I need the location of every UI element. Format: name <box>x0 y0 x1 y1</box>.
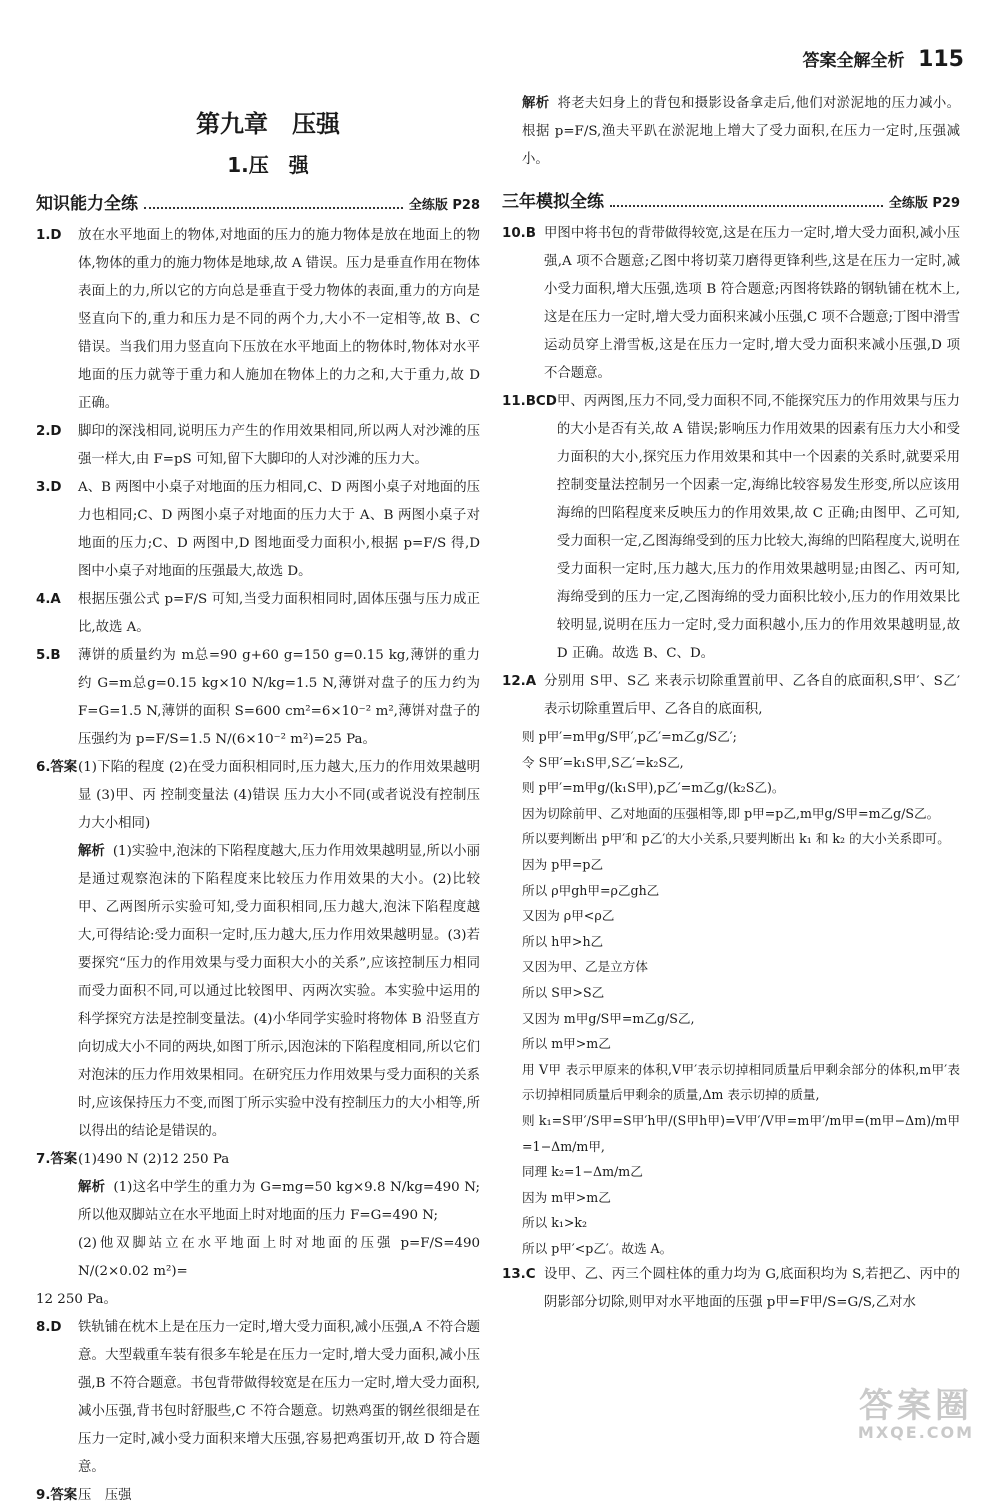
watermark-text: 答案圈 <box>859 1386 973 1426</box>
page-header <box>802 46 964 72</box>
question-2 <box>36 418 480 474</box>
analysis-7-part2: (2)他双脚站立在水平地面上时对地面的压强 p=F/S=490 N/(2×0.02 m²)= <box>78 1236 480 1279</box>
question-number: 5.B <box>36 648 61 663</box>
derivation-line: 用 V甲 表示甲原来的体积,V甲′表示切掉相同质量后甲剩余部分的体积,m甲′表示切掉相同质量后甲剩余的质量,Δm 表示切掉的质量, <box>522 1061 960 1103</box>
question-intro: 分别用 S甲、S乙 来表示切除重置前甲、乙各自的底面积,S甲′、S乙′表示切除重置后甲、乙各自的底面积, <box>544 674 960 717</box>
question-number: 7.答案 <box>36 1152 78 1167</box>
question-text: A、B 两图中小桌子对地面的压力相同,C、D 两图小桌子对地面的压力也相同;C、D 两图小桌子对地面的压力大于 A、B 两图小桌子对地面的压力;C、D 两图中,D 图地面受力面积小,根据 p=F/S 得,D 图中小桌子对地面的压强最大,故选 D。 <box>78 480 480 579</box>
question-text: 薄饼的质量约为 m总=90 g+60 g=150 g=0.15 kg,薄饼的重力约 G=m总g=0.15 kg×10 N/kg=1.5 N,薄饼对盘子的压力约为 F=G=1.5 N,薄饼的面积 S=600 cm²=6×10⁻² m²,薄饼对盘子的压强约为 p=F/S=1.5 N/(6×10⁻² m²)=25 Pa。 <box>78 648 480 747</box>
question-text: 根据压强公式 p=F/S 可知,当受力面积相同时,固体压强与压力成正比,故选 A。 <box>78 592 480 635</box>
derivation-line: 则 p甲′=m甲g/S甲′,p乙′=m乙g/S乙′; <box>522 729 737 744</box>
derivation-line: 所以 m甲>m乙 <box>522 1036 611 1052</box>
question-8 <box>36 1314 480 1482</box>
answer-text: (1)下陷的程度 (2)在受力面积相同时,压力越大,压力的作用效果越明显 (3)甲、丙 控制变量法 (4)错误 压力大小不同(或者说没有控制压力大小相同) <box>78 760 480 831</box>
question-number: 10.B <box>502 226 536 241</box>
lesson-title: 1.压 强 <box>227 153 309 177</box>
question-6 <box>36 754 480 838</box>
question-number: 2.D <box>36 424 62 439</box>
question-9 <box>36 1482 480 1510</box>
analysis-text: 将老夫妇身上的背包和摄影设备拿走后,他们对淤泥地的压力减小。根据 p=F/S,渔夫平趴在淤泥地上增大了受力面积,在压力一定时,压强减小。 <box>522 96 960 167</box>
derivation-line: 所以 ρ甲gh甲=ρ乙gh乙 <box>522 882 660 898</box>
question-text: 铁轨铺在枕木上是在压力一定时,增大受力面积,减小压强,A 不符合题意。大型载重车装有很多车轮是在压力一定时,增大受力面积,减小压强,B 不符合题意。书包背带做得较宽是在压力一定时,增大受力面积,减小压强,背书包时舒服些,C 不符合题意。切熟鸡蛋的钢丝很细是在压力一定时,减小受力面积来增大压强,容易把鸡蛋切开,故 D 符合题意。 <box>78 1320 480 1475</box>
chapter-title: 第九章 压强 <box>196 110 340 138</box>
analysis-label: 解析 <box>78 1180 106 1195</box>
analysis-continued <box>522 90 960 174</box>
question-4 <box>36 586 480 642</box>
question-1 <box>36 222 480 418</box>
question-text: 甲、丙两图,压力不同,受力面积不同,不能探究压力的作用效果与压力的大小是否有关,故 A 错误;影响压力作用效果的因素有压力大小和受力面积的大小,探究压力作用效果和其中一个因素的关系时,就要采用控制变量法控制另一个因素一定,海绵比较容易发生形变,所以应该用海绵的凹陷程度来反映压力的作用效果,故 C 正确;由图甲、乙可知,受力面积一定,乙图海绵受到的压力比较大,海绵的凹陷程度大,说明在受力面积一定时,压力越大,压力的作用效果越明显;由图乙、丙可知,海绵受到的压力一定,乙图海绵的受力面积比较小,压力的作用效果比较明显,说明在压力一定时,受力面积越小,压力的作用效果越明显,故 D 正确。故选 B、C、D。 <box>556 394 960 661</box>
derivation-line: 令 S甲′=k₁S甲,S乙′=k₂S乙, <box>522 754 684 770</box>
answer-text: (1)490 N (2)12 250 Pa <box>78 1152 230 1167</box>
derivation-line: 所以 h甲>h乙 <box>522 933 604 949</box>
answer-text: 压 压强 <box>78 1488 132 1503</box>
section-title: 知识能力全练 <box>36 194 138 214</box>
question-text: 脚印的深浅相同,说明压力产生的作用效果相同,所以两人对沙滩的压强一样大,由 F=pS 可知,留下大脚印的人对沙滩的压力大。 <box>78 424 480 467</box>
header-title: 答案全解全析 <box>802 51 905 71</box>
analysis-6 <box>78 838 480 1146</box>
question-12 <box>502 668 960 724</box>
derivation-line: 因为 p甲=p乙 <box>522 856 604 872</box>
derivation-line: 因为 m甲>m乙 <box>522 1189 611 1205</box>
section-header-mock <box>502 188 960 218</box>
question-number: 4.A <box>36 592 61 607</box>
page-number: 115 <box>918 47 964 72</box>
analysis-label: 解析 <box>522 96 550 111</box>
derivation-line: 则 p甲′=m甲g/(k₁S甲),p乙′=m乙g/(k₂S乙)。 <box>522 780 785 796</box>
derivation-line: 所以 p甲′<p乙′。故选 A。 <box>522 1240 673 1256</box>
question-text: 甲图中将书包的背带做得较宽,这是在压力一定时,增大受力面积,减小压强,A 项不合题意;乙图中将切菜刀磨得更锋利些,这是在压力一定时,减小受力面积,增大压强,选项 B 符合题意;丙图将铁路的钢轨铺在枕木上,这是在压力一定时,增大受力面积来减小压强,C 项不合题意;丁图中滑雪运动员穿上滑雪板,这是在压力一定时,增大受力面积来减小压强,D 项不合题意。 <box>544 226 960 381</box>
section-header-knowledge <box>36 190 480 220</box>
derivation <box>522 724 960 1261</box>
question-number: 3.D <box>36 480 62 495</box>
derivation-line: 所以要判断出 p甲′和 p乙′的大小关系,只要判断出 k₁ 和 k₂ 的大小关系即可。 <box>522 831 950 847</box>
question-text: 放在水平地面上的物体,对地面的压力的施力物体是放在地面上的物体,物体的重力的施力物体是地球,故 A 错误。压力是垂直作用在物体表面上的力,所以它的方向总是垂直于受力物体的表面,重力的方向是竖直向下的,重力和压力是不同的两个力,大小不一定相等,故 B、C 错误。当我们用力竖直向下压放在水平地面上的物体时,物体对水平地面的压力就等于重力和人施加在物体上的力之和,大于重力,故 D 正确。 <box>78 228 480 411</box>
derivation-line: 因为切除前甲、乙对地面的压强相等,即 p甲=p乙,m甲g/S甲=m乙g/S乙。 <box>522 805 940 821</box>
section-page-ref: 全练版 P29 <box>888 196 960 211</box>
question-10 <box>502 220 960 388</box>
watermark-url: MXQE.COM <box>857 1423 975 1442</box>
question-number: 11.BCD <box>502 394 557 409</box>
watermark-logo <box>846 1388 986 1444</box>
analysis-text: (1)实验中,泡沫的下陷程度越大,压力作用效果越明显,所以小丽是通过观察泡沫的下陷程度来比较压力作用效果的大小。(2)比较甲、乙两图所示实验可知,受力面积相同,压力越大,泡沫下陷程度越大,可得结论:受力面积一定时,压力越大,压力作用效果越明显。(3)若要探究“压力的作用效果与受力面积大小的关系”,应该控制压力相同而受力面积不同,可以通过比较图甲、丙两次实验。本实验中运用的科学探究方法是控制变量法。(4)小华同学实验时将物体 B 沿竖直方向切成大小不同的两块,如图丁所示,因泡沫的下陷程度相同,所以它们对泡沫的压力作用效果相同。在研究压力作用效果与受力面积的关系时,应该保持压力不变,而图丁所示实验中没有控制压力的大小相等,所以得出的结论是错误的。 <box>78 844 480 1139</box>
question-number: 9.答案 <box>36 1488 78 1503</box>
analysis-7 <box>78 1174 480 1230</box>
derivation-line: 则 k₁=S甲′/S甲=S甲′h甲/(S甲h甲)=V甲′/V甲=m甲′/m甲=(m甲−Δm)/m甲=1−Δm/m甲, <box>522 1112 960 1154</box>
derivation-line: 又因为 ρ甲<ρ乙 <box>522 908 615 924</box>
section-title: 三年模拟全练 <box>502 192 604 212</box>
derivation-line: 又因为甲、乙是立方体 <box>522 959 648 975</box>
question-number: 1.D <box>36 228 62 243</box>
left-column <box>36 90 480 1510</box>
derivation-line: 同理 k₂=1−Δm/m乙 <box>522 1164 643 1180</box>
question-11 <box>502 388 960 668</box>
derivation-line: 所以 k₁>k₂ <box>522 1215 588 1231</box>
question-7 <box>36 1146 480 1174</box>
analysis-label: 解析 <box>78 844 105 859</box>
question-text: 设甲、乙、丙三个圆柱体的重力均为 G,底面积均为 S,若把乙、丙中的阴影部分切除,则甲对水平地面的压强 p甲=F甲/S=G/S,乙对水 <box>544 1267 960 1311</box>
derivation-line: 所以 S甲>S乙 <box>522 984 605 1000</box>
question-number: 13.C <box>502 1267 536 1283</box>
question-3 <box>36 474 480 586</box>
derivation-line: 又因为 m甲g/S甲=m乙g/S乙, <box>522 1010 695 1026</box>
question-number: 6.答案 <box>36 760 78 775</box>
right-column <box>502 90 960 1317</box>
leader-dots <box>144 207 403 209</box>
question-number: 12.A <box>502 674 537 689</box>
analysis-text: (1)这名中学生的重力为 G=mg=50 kg×9.8 N/kg=490 N;所以他双脚站立在水平地面上时对地面的压力 F=G=490 N; <box>78 1180 480 1223</box>
section-page-ref: 全练版 P28 <box>408 198 480 213</box>
question-5 <box>36 642 480 754</box>
question-13 <box>502 1261 960 1317</box>
question-number: 8.D <box>36 1320 62 1335</box>
analysis-7-result: 12 250 Pa。 <box>36 1292 117 1307</box>
leader-dots <box>610 205 883 207</box>
